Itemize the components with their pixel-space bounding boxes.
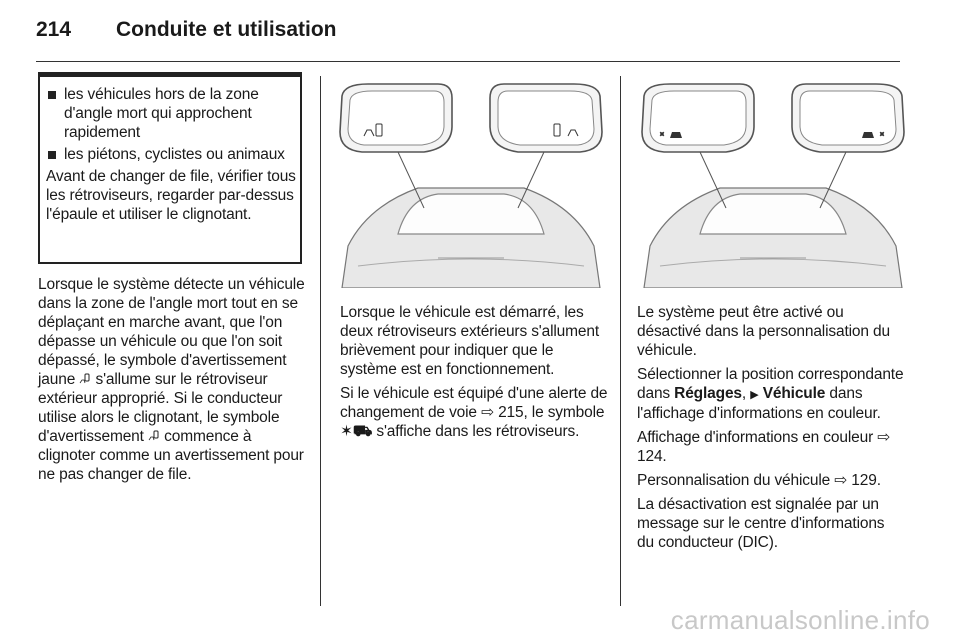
column-1-text xyxy=(38,275,308,484)
illustration-lane-change-mirrors xyxy=(630,76,916,288)
note-bullet: les piétons, cyclistes ou animaux xyxy=(46,145,296,164)
note-box xyxy=(38,72,302,264)
paragraph: Lorsque le système détecte un véhicule dans la zone de l'angle mort tout en se déplaçant en marche avant, que l'on dépasse un véhicule ou que l'on soit dépassé, le symbole d'avertissement jaune s'allume sur le rétroviseur extérieur approprié. Si le conducteur utilise alors le clignotant, le symbole d'avertissement commence à clignoter comme un avertissement pour ne pas changer de file. xyxy=(38,276,305,483)
note-bullet: les véhicules hors de la zone d'angle mort qui approchent rapidement xyxy=(46,85,296,142)
page-header xyxy=(36,18,337,48)
header-divider xyxy=(36,61,900,62)
note-paragraph: Avant de changer de file, vérifier tous les rétroviseurs, regarder par-dessus l'épaule et utiliser le clignotant. xyxy=(46,168,296,223)
column-2-text xyxy=(340,303,610,441)
page-title: Conduite et utilisation xyxy=(116,18,337,41)
paragraph: La désactivation est signalée par un message sur le centre d'informations du conducteur (DIC). xyxy=(637,496,885,551)
bullet-marker xyxy=(48,151,56,159)
menu-vehicle: Véhicule xyxy=(762,385,826,402)
bullet-marker xyxy=(48,91,56,99)
reference-arrow-icon: ⇨ xyxy=(481,403,494,421)
menu-arrow-icon: ▶ xyxy=(750,388,759,401)
paragraph: Personnalisation du véhicule ⇨ 129. xyxy=(637,471,881,489)
page-number: 214 xyxy=(36,18,72,41)
reference-arrow-icon: ⇨ xyxy=(834,471,848,489)
paragraph: Affichage d'informations en couleur ⇨ 124. xyxy=(637,428,891,465)
reference-arrow-icon: ⇨ xyxy=(877,428,891,446)
menu-settings: Réglages xyxy=(674,385,742,402)
watermark: carmanualsonline.info xyxy=(670,605,930,635)
column-divider-2 xyxy=(620,76,621,606)
paragraph: Le système peut être activé ou désactivé dans la personnalisation du véhicule. xyxy=(637,304,890,359)
lane-change-alert-icon: ✶⛟ xyxy=(340,422,373,440)
paragraph: Lorsque le véhicule est démarré, les deux rétroviseurs extérieurs s'allument brièvement pour indiquer que le système est en fonctionnement. xyxy=(340,304,599,378)
blind-spot-warning-icon xyxy=(79,373,91,385)
paragraph: Si le véhicule est équipé d'une alerte de changement de voie ⇨ 215, le symbole ✶⛟ s'affiche dans les rétroviseurs. xyxy=(340,385,608,440)
blind-spot-warning-icon xyxy=(148,430,160,442)
column-divider-1 xyxy=(320,76,321,606)
column-3-text xyxy=(637,303,905,552)
paragraph: Sélectionner la position correspondante dans Réglages, ▶ Véhicule dans l'affichage d'informations en couleur. xyxy=(637,366,904,422)
illustration-blind-spot-mirrors xyxy=(328,76,614,288)
